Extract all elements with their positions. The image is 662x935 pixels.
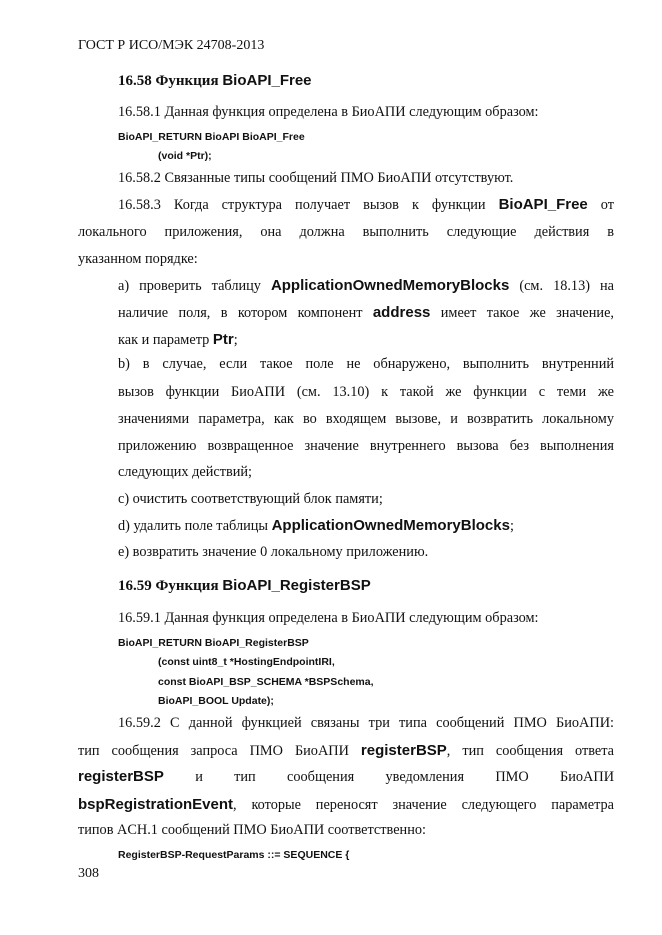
list-item-e: е) возвратить значение 0 локальному приложению. (118, 544, 429, 560)
list-item-a-line2 (118, 304, 614, 322)
section-heading-16-58 (118, 72, 312, 90)
page-number: 308 (78, 866, 99, 881)
paragraph-16-58-3-line3: указанном порядке: (78, 251, 198, 267)
text-fragment: d) удалить поле таблицы (118, 518, 268, 534)
paragraph-16-58-1: 16.58.1 Данная функция определена в БиоАПИ следующим образом: (118, 104, 539, 120)
list-item-b-line5: следующих действий; (118, 464, 253, 480)
text-fragment: (см. 18.13) на (519, 278, 614, 294)
keyword: ApplicationOwnedMemoryBlocks (270, 277, 510, 294)
word: сообщения (287, 769, 355, 785)
paragraph-16-58-3-line2: локального приложения, она должна выполнить следующие действия в (78, 224, 614, 240)
text-fragment: , которые переносят значение следующего параметра (233, 797, 614, 813)
paragraph-16-59-2-line2 (78, 742, 614, 760)
list-item-b-line2: вызов функции БиоАПИ (см. 13.10) к такой же функции с теми же (118, 384, 614, 400)
text-fragment: тип сообщения запроса ПМО БиоАПИ (78, 743, 349, 759)
word: тип (234, 769, 256, 785)
keyword: registerBSP (78, 768, 164, 785)
function-name: BioAPI_Free (222, 72, 312, 89)
paragraph-16-59-1: 16.59.1 Данная функция определена в БиоАПИ следующим образом: (118, 610, 539, 626)
paragraph-16-59-2-line3 (78, 768, 614, 786)
text-fragment: имеет такое же значение, (440, 305, 614, 321)
paragraph-16-58-2: 16.58.2 Связанные типы сообщений ПМО БиоАПИ отсутствуют. (118, 170, 514, 186)
text-fragment: , тип сообщения ответа (446, 743, 614, 759)
word: ПМО (495, 769, 529, 785)
code-line: const BioAPI_BSP_SCHEMA *BSPSchema, (158, 676, 374, 688)
keyword: ApplicationOwnedMemoryBlocks (271, 517, 510, 534)
section-word: Функция (155, 578, 219, 594)
keyword: bspRegistrationEvent (78, 796, 234, 813)
section-number: 16.59 (118, 578, 152, 594)
text-fragment: как и параметр (118, 332, 210, 348)
keyword: Ptr (212, 331, 234, 348)
text-fragment: а) проверить таблицу (118, 278, 261, 294)
code-line: (const uint8_t *HostingEndpointIRI, (158, 656, 335, 668)
paragraph-16-59-2-line4 (78, 796, 614, 814)
code-line: BioAPI_BOOL Update); (158, 695, 274, 707)
function-name: BioAPI_RegisterBSP (222, 577, 371, 594)
list-item-b-line3: значениями параметра, как во входящем вызове, и возвратить локальному (118, 411, 614, 427)
paragraph-16-59-2-line5: типов ACH.1 сообщений ПМО БиоАПИ соответственно: (78, 822, 426, 838)
text-fragment: наличие поля, в котором компонент (118, 305, 363, 321)
keyword: BioAPI_Free (498, 196, 588, 213)
word: уведомления (385, 769, 465, 785)
list-item-c: с) очистить соответствующий блок памяти; (118, 491, 383, 507)
document-header: ГОСТ Р ИСО/МЭК 24708-2013 (78, 38, 265, 53)
list-item-a-line3 (118, 331, 238, 349)
list-item-b-line1: b) в случае, если такое поле не обнаружено, выполнить внутренний (118, 356, 614, 372)
text-fragment: ; (233, 332, 238, 348)
paragraph-16-59-2-line1: 16.59.2 С данной функцией связаны три типа сообщений ПМО БиоАПИ: (118, 715, 614, 731)
code-line: (void *Ptr); (158, 150, 212, 162)
section-number: 16.58 (118, 73, 152, 89)
section-heading-16-59 (118, 577, 371, 595)
code-line: RegisterBSP-RequestParams ::= SEQUENCE { (118, 849, 350, 861)
word: БиоАПИ (560, 769, 615, 785)
code-line: BioAPI_RETURN BioAPI BioAPI_Free (118, 131, 305, 143)
keyword: address (372, 304, 431, 321)
section-word: Функция (155, 73, 219, 89)
text-fragment: ; (509, 518, 514, 534)
list-item-a-line1 (118, 277, 614, 295)
list-item-b-line4: приложению возвращенное значение внутреннего вызова без выполнения (118, 438, 614, 454)
code-line: BioAPI_RETURN BioAPI_RegisterBSP (118, 637, 309, 649)
keyword: registerBSP (360, 742, 447, 759)
list-item-d (118, 517, 514, 535)
paragraph-16-58-3-line1 (118, 196, 614, 214)
text-fragment: от (600, 197, 615, 213)
text-fragment: 16.58.3 Когда структура получает вызов к функции (118, 197, 486, 213)
word: и (195, 769, 203, 785)
